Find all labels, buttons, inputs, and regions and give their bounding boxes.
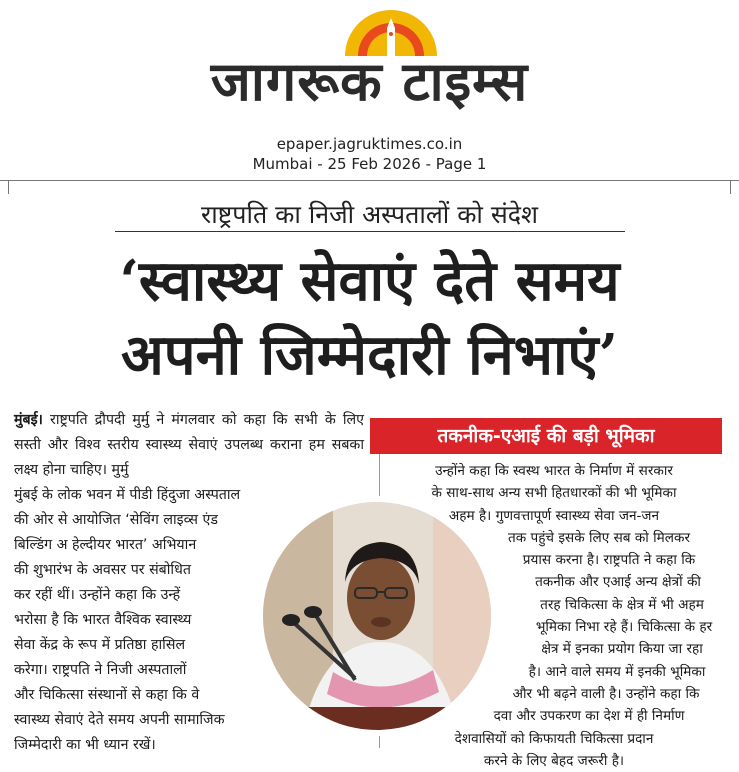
body-line: की ओर से आयोजित ‘सेविंग लाइव्स एंड: [14, 512, 218, 528]
kicker-underline: [115, 231, 625, 232]
sidebar-line: के साथ-साथ अन्य सभी हितधारकों की भी भूमिका: [431, 485, 677, 502]
body-intro: [14, 408, 364, 483]
article-kicker: राष्ट्रपति का निजी अस्पतालों को संदेश: [200, 200, 539, 229]
body-line: और चिकित्सा संस्थानों से कहा कि वे: [14, 687, 200, 703]
body-line: जिम्मेदारी का भी ध्यान रखें।: [14, 737, 156, 753]
sidebar-line: तक पहुंचे इसके लिए सब को मिलकर: [507, 529, 691, 546]
sidebar-line: क्षेत्र में इनका प्रयोग किया जा रहा: [541, 641, 703, 658]
masthead-title: जागरूक टाइम्स: [210, 50, 529, 113]
speaker-portrait-icon: [263, 502, 491, 730]
article-headline: [0, 244, 739, 392]
sidebar-line: प्रयास करना है। राष्ट्रपति ने कहा कि: [522, 552, 696, 569]
body-text-part1: राष्ट्रपति द्रौपदी मुर्मु ने मंगलवार को कहा कि सभी के लिए सस्ती और विश्व स्तरीय स्वास्थ्य सेवाएं उपलब्ध कराना हम सबका लक्ष्य होना चाहिए। मुर्मु: [14, 412, 364, 478]
body-line: बिल्डिंग अ हेल्दीयर भारत’ अभियान: [14, 537, 197, 553]
sidebar-line: उन्होंने कहा कि स्वस्थ भारत के निर्माण में सरकार: [435, 463, 673, 479]
body-wrapped-lines: [14, 483, 272, 758]
masthead: [0, 0, 739, 178]
body-line: की शुभारंभ के अवसर पर संबोधित: [14, 562, 191, 578]
edition-line: Mumbai - 25 Feb 2026 - Page 1: [252, 155, 487, 173]
sidebar-line: और भी बढ़ने वाली है। उन्होंने कहा कि: [512, 685, 700, 702]
headline-line-2: अपनी जिम्मेदारी निभाएं’: [120, 322, 619, 388]
sidebar-line: अहम है। गुणवत्तापूर्ण स्वास्थ्य सेवा जन-जन: [448, 507, 660, 524]
body-line: सेवा केंद्र के रूप में प्रतिष्ठा हासिल: [14, 637, 186, 653]
sidebar-line: दवा और उपकरण का देश में ही निर्माण: [493, 708, 685, 725]
sidebar-line: तकनीक और एआई अन्य क्षेत्रों की: [535, 574, 701, 591]
sidebar-line: भूमिका निभा रहे हैं। चिकित्सा के हर: [535, 619, 713, 636]
body-line: स्वास्थ्य सेवाएं देते समय अपनी सामाजिक: [14, 712, 225, 728]
body-line: भरोसा है कि भारत वैश्विक स्वास्थ्य: [14, 612, 192, 628]
sidebar-line: है। आने वाले समय में इनकी भूमिका: [528, 663, 706, 680]
edition-info: [0, 134, 739, 174]
epaper-url[interactable]: epaper.jagruktimes.co.in: [276, 135, 463, 153]
top-divider: [0, 180, 739, 181]
sidebar-line: देशवासियों को किफायती चिकित्सा प्रदान: [454, 730, 654, 747]
article-photo: [263, 502, 491, 730]
corner-tick: [8, 180, 9, 194]
body-line: मुंबई के लोक भवन में पीडी हिंदुजा अस्पताल: [14, 487, 241, 503]
dateline: मुंबई।: [14, 412, 43, 428]
sidebar-line: तरह चिकित्सा के क्षेत्र में भी अहम: [540, 596, 704, 613]
sidebar-line: करने के लिए बेहद जरूरी है।: [483, 752, 625, 769]
corner-tick: [730, 180, 731, 194]
body-line: कर रहीं थीं। उन्होंने कहा कि उन्हें: [14, 587, 181, 603]
sidebar-heading: तकनीक-एआई की बड़ी भूमिका: [370, 418, 722, 454]
headline-line-1: ‘स्वास्थ्य सेवाएं देते समय: [119, 248, 620, 314]
body-line: करेगा। राष्ट्रपति ने निजी अस्पतालों: [14, 662, 187, 678]
logo-sun-pen-icon: [343, 8, 439, 56]
